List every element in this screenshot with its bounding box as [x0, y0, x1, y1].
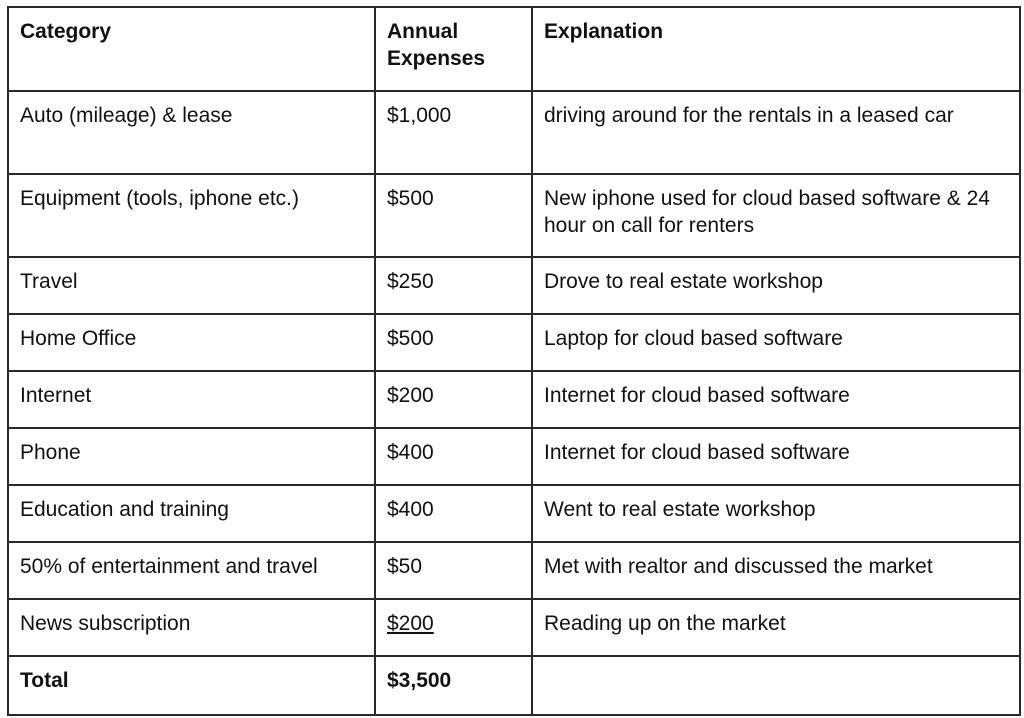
amount-cell: $500: [375, 174, 532, 257]
explanation-cell: Went to real estate workshop: [532, 485, 1020, 542]
explanation-cell: Drove to real estate workshop: [532, 257, 1020, 314]
header-annual-expenses-label: Annual Expenses: [387, 20, 486, 70]
amount-cell: $50: [375, 542, 532, 599]
amount-cell: $400: [375, 428, 532, 485]
category-cell: Equipment (tools, iphone etc.): [8, 174, 375, 257]
table-header-row: [8, 7, 1020, 91]
explanation-cell: [532, 91, 1020, 174]
table-row: [8, 428, 1020, 485]
expense-table: [7, 6, 1021, 716]
explanation-cell: Internet for cloud based software: [532, 428, 1020, 485]
explanation-cell: Laptop for cloud based software: [532, 314, 1020, 371]
category-cell: 50% of entertainment and travel: [8, 542, 375, 599]
table-row: [8, 91, 1020, 174]
header-explanation: Explanation: [532, 7, 1020, 91]
category-cell: Education and training: [8, 485, 375, 542]
total-row: [8, 656, 1020, 715]
table-row: [8, 257, 1020, 314]
amount-cell: $400: [375, 485, 532, 542]
explanation-cell: Reading up on the market: [532, 599, 1020, 656]
category-cell: Travel: [8, 257, 375, 314]
underlined-amount: $200: [387, 612, 434, 635]
table-row: [8, 485, 1020, 542]
category-cell: Home Office: [8, 314, 375, 371]
table-row: [8, 314, 1020, 371]
table-row: [8, 599, 1020, 656]
category-cell: Internet: [8, 371, 375, 428]
total-label: Total: [8, 656, 375, 715]
table-row: [8, 174, 1020, 257]
amount-cell: [375, 599, 532, 656]
explanation-cell: Met with realtor and discussed the market: [532, 542, 1020, 599]
table-row: [8, 542, 1020, 599]
explanation-cell: Internet for cloud based software: [532, 371, 1020, 428]
category-cell: News subscription: [8, 599, 375, 656]
expense-table-container: [7, 6, 1019, 710]
category-cell: Phone: [8, 428, 375, 485]
header-annual-expenses: [375, 7, 532, 91]
amount-cell: $500: [375, 314, 532, 371]
table-row: [8, 371, 1020, 428]
amount-cell: $200: [375, 371, 532, 428]
explanation-text: driving around for the rentals in a leased car: [544, 104, 954, 127]
category-cell: Auto (mileage) & lease: [8, 91, 375, 174]
amount-cell: $1,000: [375, 91, 532, 174]
total-explanation: [532, 656, 1020, 715]
explanation-cell: New iphone used for cloud based software & 24 hour on call for renters: [532, 174, 1020, 257]
header-category: Category: [8, 7, 375, 91]
total-amount: $3,500: [375, 656, 532, 715]
amount-cell: $250: [375, 257, 532, 314]
